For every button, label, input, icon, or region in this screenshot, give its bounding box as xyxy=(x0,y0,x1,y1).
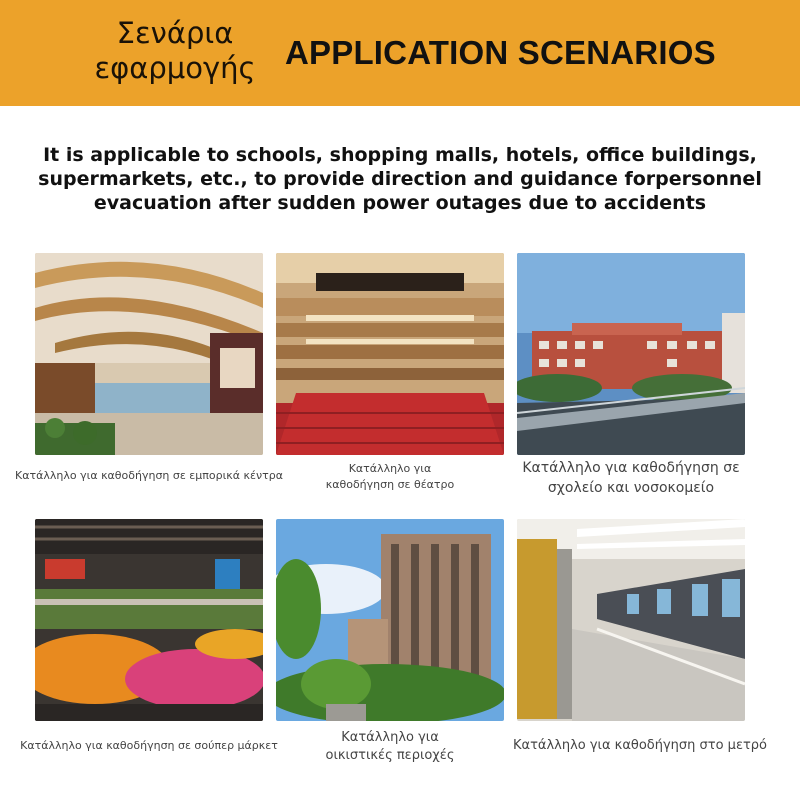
scenario-caption-line: Κατάλληλο για καθοδήγηση σε σούπερ μάρκετ xyxy=(20,739,278,752)
scenario-caption-4 xyxy=(8,738,290,754)
scenario-caption-1 xyxy=(8,468,290,484)
residential-area-photo xyxy=(276,519,504,721)
intro-line1: It is applicable to schools, shopping malls, hotels, office buildings, xyxy=(43,144,757,166)
theater-photo xyxy=(276,253,504,455)
supermarket-photo xyxy=(35,519,263,721)
scenario-caption-3 xyxy=(505,458,757,498)
scenario-caption-2 xyxy=(276,461,504,493)
scenario-caption-6 xyxy=(505,737,775,755)
scenario-caption-line: Κατάλληλο για καθοδήγηση σε εμπορικά κέντρα xyxy=(15,469,283,482)
school-hospital-photo xyxy=(517,253,745,455)
header-greek-title-line1: Σενάρια xyxy=(116,16,234,50)
scenario-caption-line: Κατάλληλο για καθοδήγηση σε xyxy=(522,460,740,476)
scenario-caption-line: Κατάλληλο για xyxy=(341,730,439,745)
header-greek-title xyxy=(80,16,270,86)
metro-station-photo xyxy=(517,519,745,721)
intro-text xyxy=(20,143,780,215)
scenario-caption-line: Κατάλληλο για καθοδήγηση στο μετρό xyxy=(512,738,768,753)
intro-line3: evacuation after sudden power outages due to accidents xyxy=(93,192,707,214)
scenario-caption-5 xyxy=(276,729,504,765)
header-title: APPLICATION SCENARIOS xyxy=(285,34,716,71)
scenario-caption-line: καθοδήγηση σε θέατρο xyxy=(325,478,455,491)
header-banner xyxy=(0,0,800,106)
header-greek-title-line2: εφαρμογής xyxy=(94,51,256,85)
shopping-mall-photo xyxy=(35,253,263,455)
scenario-caption-line: Κατάλληλο για xyxy=(348,462,432,475)
scenario-caption-line: σχολείο και νοσοκομείο xyxy=(547,480,715,496)
intro-line2: supermarkets, etc., to provide direction and guidance forpersonnel xyxy=(38,168,762,190)
scenario-caption-line: οικιστικές περιοχές xyxy=(325,748,455,763)
